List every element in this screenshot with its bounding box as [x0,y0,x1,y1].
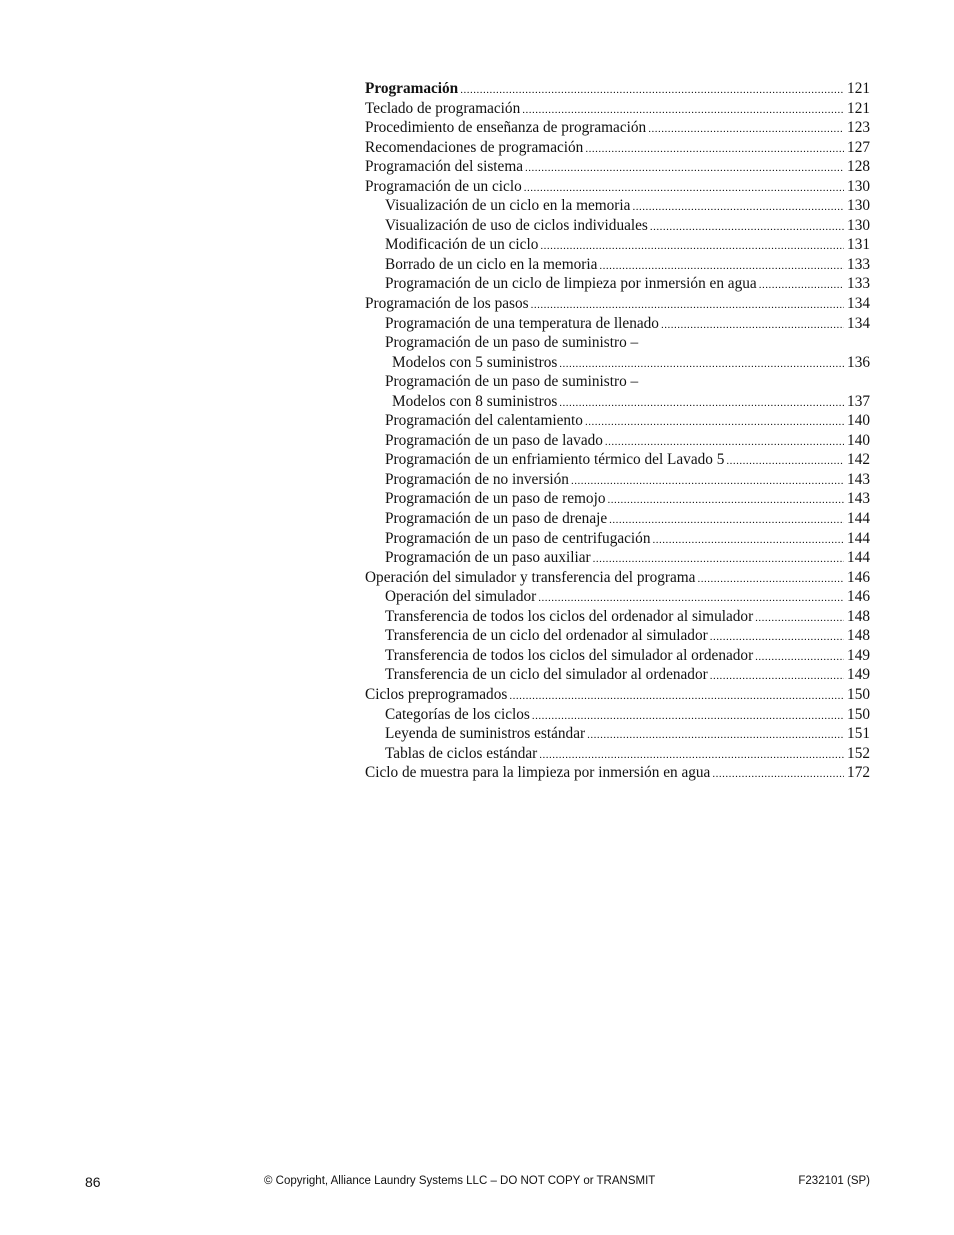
toc-entry-title: Modelos con 8 suministros [392,392,558,410]
toc-entry[interactable] [365,450,870,470]
toc-entry-page: 140 [847,431,870,449]
toc-entry-page: 150 [847,685,870,703]
toc-entry[interactable] [365,157,870,177]
toc-entry-title: Tablas de ciclos estándar [385,744,538,762]
toc-entry[interactable] [365,529,870,549]
toc-entry-title: Ciclos preprogramados [365,685,508,703]
dot-leader [697,570,844,590]
toc-entry-page: 136 [847,353,870,371]
toc-entry-page: 149 [847,666,870,684]
toc-entry-page: 149 [847,646,870,664]
toc-entry-title: Operación del simulador [385,588,537,606]
toc-entry-title: Operación del simulador y transferencia del programa [365,568,696,586]
toc-entry[interactable] [365,646,870,666]
toc-entry[interactable] [365,255,870,275]
toc-entry[interactable] [365,568,870,588]
toc-entry-page: 172 [847,764,870,782]
toc-entry-page: 140 [847,412,870,430]
dot-leader [755,609,844,629]
dot-leader [525,159,844,179]
toc-entry-title: Programación de un paso de suministro – [385,334,639,352]
toc-entry-page: 130 [847,177,870,195]
toc-entry-title: Transferencia de un ciclo del simulador al ordenador [385,666,708,684]
toc-entry-title: Programación de un paso de suministro – [385,373,639,391]
toc-entry-title: Leyenda de suministros estándar [385,725,586,743]
dot-leader [571,472,844,492]
toc-entry-page: 128 [847,158,870,176]
toc-entry-page: 152 [847,744,870,762]
dot-leader [650,218,844,238]
toc-entry-page: 130 [847,216,870,234]
dot-leader [587,726,844,746]
dot-leader [632,198,844,218]
dot-leader [509,687,844,707]
toc-entry-title: Transferencia de un ciclo del ordenador al simulador [385,627,708,645]
toc-entry-page: 134 [847,295,870,313]
toc-entry[interactable] [365,99,870,119]
dot-leader [585,140,844,160]
toc-entry-title: Programación del sistema [365,158,524,176]
toc-entry-page: 144 [847,510,870,528]
toc-entry[interactable] [365,118,870,138]
toc-entry[interactable] [365,196,870,216]
toc-entry-page: 121 [847,80,870,97]
toc-entry-title: Programación de una temperatura de llenado [385,314,659,332]
page-footer [0,1175,954,1191]
toc-entry-page: 137 [847,392,870,410]
toc-entry-title: Programación de un enfriamiento térmico del Lavado 5 [385,451,725,469]
toc-entry-page: 150 [847,705,870,723]
toc-entry-title: Programación de un paso de lavado [385,431,603,449]
toc-entry-page: 131 [847,236,870,254]
toc-entry[interactable] [365,333,870,353]
toc-entry[interactable] [365,587,870,607]
toc-entry[interactable] [365,314,870,334]
toc-entry-title: Visualización de un ciclo en la memoria [385,197,631,215]
toc-entry-page: 133 [847,275,870,293]
toc-entry[interactable] [365,763,870,783]
toc-entry-title: Programación de no inversión [385,470,569,488]
toc-entry-title: Teclado de programación [365,99,521,117]
toc-entry-page: 146 [847,588,870,606]
toc-entry[interactable] [365,665,870,685]
toc-entry-page: 123 [847,119,870,137]
toc-entry[interactable] [365,235,870,255]
toc-entry[interactable] [365,685,870,705]
toc-entry-page: 148 [847,607,870,625]
toc-entry-page: 144 [847,529,870,547]
toc-entry[interactable] [365,353,870,373]
dot-leader [726,452,844,472]
toc-entry-title: Modelos con 5 suministros [392,353,558,371]
toc-entry-title: Visualización de uso de ciclos individuales [385,216,648,234]
toc-entry[interactable] [365,724,870,744]
dot-leader [648,120,844,140]
toc-entry[interactable] [365,79,870,99]
toc-entry-title: Procedimiento de enseñanza de programación [365,119,647,137]
table-of-contents [365,79,870,783]
toc-entry[interactable] [365,177,870,197]
toc-entry-page: 144 [847,549,870,567]
toc-entry[interactable] [365,509,870,529]
toc-entry-page: 143 [847,490,870,508]
toc-entry-page: 142 [847,451,870,469]
toc-entry-title: Programación de un ciclo [365,177,522,195]
toc-entry-title: Ciclo de muestra para la limpieza por inmersión en agua [365,764,711,782]
toc-entry[interactable] [365,372,870,392]
dot-leader [559,394,844,414]
dot-leader [755,648,844,668]
toc-entry-title: Programación del calentamiento [385,412,583,430]
copyright-notice: © Copyright, Alliance Laundry Systems LLC – DO NOT COPY or TRANSMIT [264,1175,656,1187]
toc-entry[interactable] [365,705,870,725]
page-number: 86 [85,1174,101,1190]
toc-entry[interactable] [365,744,870,764]
toc-entry[interactable] [365,470,870,490]
toc-entry-title: Transferencia de todos los ciclos del simulador al ordenador [385,646,754,664]
dot-leader [652,531,844,551]
toc-entry-title: Programación de un paso auxiliar [385,549,591,567]
toc-entry[interactable] [365,274,870,294]
toc-entry-title: Categorías de los ciclos [385,705,530,723]
dot-leader [607,491,844,511]
dot-leader [759,276,844,296]
dot-leader [585,413,844,433]
toc-entry-page: 134 [847,314,870,332]
toc-entry-title: Programación de un paso de remojo [385,490,606,508]
toc-entry-title: Transferencia de todos los ciclos del ordenador al simulador [385,607,754,625]
toc-entry-page: 127 [847,138,870,156]
document-code: F232101 (SP) [798,1175,870,1187]
toc-entry-page: 143 [847,470,870,488]
toc-entry[interactable] [365,607,870,627]
toc-entry-title: Programación de un paso de centrifugación [385,529,651,547]
dot-leader [661,316,844,336]
toc-entry-page: 146 [847,568,870,586]
toc-entry[interactable] [365,548,870,568]
toc-entry-page: 121 [847,99,870,117]
toc-entry[interactable] [365,216,870,236]
toc-entry[interactable] [365,626,870,646]
toc-entry-title: Recomendaciones de programación [365,138,584,156]
dot-leader [710,667,844,687]
toc-entry[interactable] [365,489,870,509]
toc-entry-title: Programación [365,80,459,97]
toc-entry-page: 151 [847,725,870,743]
dot-leader [712,765,844,785]
toc-entry[interactable] [365,431,870,451]
toc-entry[interactable] [365,411,870,431]
toc-entry[interactable] [365,392,870,412]
toc-entry[interactable] [365,294,870,314]
toc-entry-title: Programación de un paso de drenaje [385,510,608,528]
toc-entry-page: 130 [847,197,870,215]
toc-entry-page: 148 [847,627,870,645]
toc-entry-title: Borrado de un ciclo en la memoria [385,255,598,273]
toc-entry[interactable] [365,138,870,158]
toc-entry-title: Programación de un ciclo de limpieza por inmersión en agua [385,275,757,293]
toc-entry-page: 133 [847,255,870,273]
toc-entry-title: Programación de los pasos [365,295,529,313]
toc-entry-title: Modificación de un ciclo [385,236,539,254]
